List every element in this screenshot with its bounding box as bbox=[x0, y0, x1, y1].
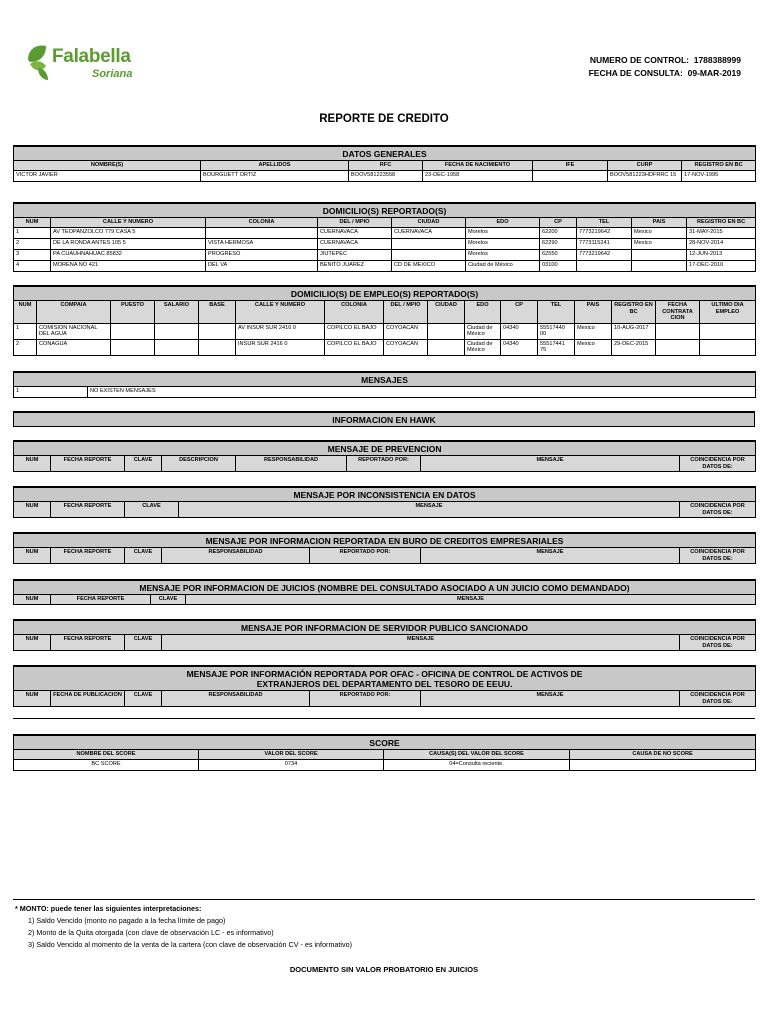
section-title: INFORMACION EN HAWK bbox=[14, 412, 755, 427]
cell: INSUR SUR 2416 0 bbox=[236, 339, 325, 355]
col-header: FECHA REPORTE bbox=[51, 502, 125, 518]
cell: BOOV581223HDFRRC 15 bbox=[608, 170, 682, 181]
col-header: SALARIO bbox=[155, 301, 199, 324]
cell: COYOACAN bbox=[384, 339, 428, 355]
cell: 29-DEC-2015 bbox=[612, 339, 656, 355]
cell bbox=[199, 339, 236, 355]
col-header: NUM bbox=[14, 301, 37, 324]
cell bbox=[392, 238, 466, 249]
cell: 17-DEC-2010 bbox=[687, 260, 756, 271]
table-row bbox=[14, 387, 756, 398]
cell: 10-AUG-2017 bbox=[612, 323, 656, 339]
cell: VICTOR JAVIER bbox=[14, 170, 201, 181]
cell bbox=[392, 249, 466, 260]
cell: Ciudad de México bbox=[466, 260, 540, 271]
col-header: COINCIDENCIA POR DATOS DE: bbox=[680, 548, 756, 564]
cell: Ciudad de México bbox=[465, 323, 501, 339]
cell: Mexico bbox=[575, 339, 612, 355]
cell: 1 bbox=[14, 227, 51, 238]
numero-control-value: 1788388999 bbox=[693, 55, 741, 65]
col-header: MENSAJE bbox=[186, 595, 756, 605]
cell: 2 bbox=[14, 238, 51, 249]
cell: Mexico bbox=[632, 227, 687, 238]
col-header: COINCIDENCIA POR DATOS DE: bbox=[680, 691, 756, 707]
section-title: DOMICILIO(S) REPORTADO(S) bbox=[14, 203, 756, 218]
col-header: CAUSA DE NO SCORE bbox=[570, 750, 756, 760]
empleos-table bbox=[13, 285, 756, 356]
cell bbox=[570, 759, 756, 770]
cell bbox=[700, 339, 756, 355]
section-title: MENSAJE DE PREVENCION bbox=[14, 441, 756, 456]
col-header: CLAVE bbox=[125, 548, 162, 564]
col-header: TEL bbox=[538, 301, 575, 324]
cell bbox=[111, 323, 155, 339]
cell: 55517441 75 bbox=[538, 339, 575, 355]
col-header: VALOR DEL SCORE bbox=[199, 750, 384, 760]
table-row bbox=[14, 759, 756, 770]
section-title: MENSAJES bbox=[14, 372, 756, 387]
col-header: COINCIDENCIA POR DATOS DE: bbox=[680, 456, 756, 472]
cell: AV INSUR SUR 2416 0 bbox=[236, 323, 325, 339]
section-title bbox=[14, 666, 756, 691]
cell: CUERNAVACA bbox=[318, 238, 392, 249]
col-header: NUM bbox=[14, 218, 51, 228]
col-header: REGISTRO EN BC bbox=[612, 301, 656, 324]
cell bbox=[577, 260, 632, 271]
col-header: MENSAJE bbox=[179, 502, 680, 518]
col-header: CAUSA(S) DEL VALOR DEL SCORE bbox=[384, 750, 570, 760]
cell: 23-DEC-1958 bbox=[423, 170, 533, 181]
col-header: DEL / MPIO bbox=[318, 218, 392, 228]
cell: 3 bbox=[14, 249, 51, 260]
col-header: APELLIDOS bbox=[201, 161, 349, 171]
report-title: REPORTE DE CREDITO bbox=[319, 113, 449, 125]
cell: COPILCO EL BAJO bbox=[325, 323, 384, 339]
brand-sub: Soriana bbox=[92, 68, 133, 80]
col-header: REPORTADO POR: bbox=[310, 548, 421, 564]
table-row bbox=[14, 323, 756, 339]
inconsistencia-table bbox=[13, 486, 756, 518]
cell: Ciudad de México bbox=[465, 339, 501, 355]
col-header: NOMBRE DEL SCORE bbox=[14, 750, 199, 760]
cell: Morelos bbox=[466, 238, 540, 249]
col-header: RESPONSABILIDAD bbox=[236, 456, 347, 472]
monto-notes bbox=[15, 903, 352, 951]
prevencion-table bbox=[13, 440, 756, 472]
cell bbox=[632, 249, 687, 260]
table-row bbox=[14, 249, 756, 260]
cell: AV TEOPANZOLCO 779 CASA 5 bbox=[51, 227, 206, 238]
col-header: COINCIDENCIA POR DATOS DE: bbox=[680, 635, 756, 651]
col-header: COINCIDENCIA POR DATOS DE: bbox=[680, 502, 756, 518]
col-header: PUESTO bbox=[111, 301, 155, 324]
cell: 12-JUN-2013 bbox=[687, 249, 756, 260]
col-header: CLAVE bbox=[151, 595, 186, 605]
ofac-title-line2: EXTRANJEROS DEL DEPARTAMENTO DEL TESORO DE EEUU. bbox=[256, 679, 513, 689]
cell: Morelos bbox=[466, 227, 540, 238]
table-row bbox=[14, 339, 756, 355]
cell: PROGRESO bbox=[206, 249, 318, 260]
divider bbox=[13, 718, 755, 719]
cell bbox=[155, 323, 199, 339]
cell: 7773115241 bbox=[577, 238, 632, 249]
note-item: 3) Saldo Vencido al momento de la venta de la cartera (con clave de observación CV - es informativo) bbox=[28, 940, 353, 949]
col-header: BASE bbox=[199, 301, 236, 324]
cell: 7773219642 bbox=[577, 249, 632, 260]
col-header: NUM bbox=[14, 456, 51, 472]
fecha-consulta-label: FECHA DE CONSULTA: bbox=[588, 68, 683, 78]
col-header: CIUDAD bbox=[428, 301, 465, 324]
table-row bbox=[14, 260, 756, 271]
col-header: FECHA CONTRATA CION bbox=[656, 301, 700, 324]
cell: CONAGUA bbox=[37, 339, 111, 355]
col-header: RFC bbox=[349, 161, 423, 171]
col-header: FECHA REPORTE bbox=[51, 456, 125, 472]
cell: BENITO JUAREZ bbox=[318, 260, 392, 271]
cell bbox=[656, 339, 700, 355]
col-header: RESPONSABILIDAD bbox=[162, 691, 310, 707]
col-header: REPORTADO POR: bbox=[347, 456, 421, 472]
col-header: MENSAJE bbox=[162, 635, 680, 651]
control-info bbox=[589, 54, 741, 80]
col-header: COMPAIA bbox=[37, 301, 111, 324]
section-title: MENSAJE POR INFORMACION DE JUICIOS (NOMBRE DEL CONSULTADO ASOCIADO A UN JUICIO COMO DEMANDADO) bbox=[14, 580, 756, 595]
cell bbox=[632, 260, 687, 271]
cell: CUERNAVACA bbox=[318, 227, 392, 238]
cell bbox=[111, 339, 155, 355]
col-header: EDO bbox=[466, 218, 540, 228]
cell bbox=[199, 323, 236, 339]
col-header: PAIS bbox=[575, 301, 612, 324]
cell: CUERNAVACA bbox=[392, 227, 466, 238]
col-header: COLONIA bbox=[206, 218, 318, 228]
section-title: MENSAJE POR INFORMACION REPORTADA EN BURO DE CREDITOS EMPRESARIALES bbox=[14, 533, 756, 548]
cell: 0734 bbox=[199, 759, 384, 770]
col-header: FECHA REPORTE bbox=[51, 548, 125, 564]
col-header: NUM bbox=[14, 635, 51, 651]
col-header: FECHA REPORTE bbox=[51, 595, 151, 605]
cell: DE LA RONDA ANTES 105 5 bbox=[51, 238, 206, 249]
col-header: CLAVE bbox=[125, 456, 162, 472]
col-header: NUM bbox=[14, 691, 51, 707]
col-header: NUM bbox=[14, 595, 51, 605]
col-header: CALLE Y NUMERO bbox=[236, 301, 325, 324]
buro-table bbox=[13, 532, 756, 564]
col-header: NUM bbox=[14, 502, 51, 518]
cell bbox=[206, 227, 318, 238]
col-header: MENSAJE bbox=[421, 548, 680, 564]
col-header: FECHA DE PUBLICACION bbox=[51, 691, 125, 707]
col-header: MENSAJE bbox=[421, 456, 680, 472]
cell: 62290 bbox=[540, 238, 577, 249]
fecha-consulta-value: 09-MAR-2019 bbox=[687, 68, 741, 78]
col-header: MENSAJE bbox=[421, 691, 680, 707]
col-header: REGISTRO EN BC bbox=[687, 218, 756, 228]
mensajes-table bbox=[13, 371, 756, 398]
cell: 28-NOV-2014 bbox=[687, 238, 756, 249]
cell bbox=[155, 339, 199, 355]
cell: 1 bbox=[14, 387, 88, 398]
cell: 03100 bbox=[540, 260, 577, 271]
numero-control-label: NUMERO DE CONTROL: bbox=[589, 55, 689, 65]
section-title: SCORE bbox=[14, 735, 756, 750]
cell: 1 bbox=[14, 323, 37, 339]
section-title: DATOS GENERALES bbox=[14, 146, 756, 161]
col-header: CLAVE bbox=[125, 635, 162, 651]
cell: PA CUAUHNAHUAC 85832 bbox=[51, 249, 206, 260]
section-title: MENSAJE POR INCONSISTENCIA EN DATOS bbox=[14, 487, 756, 502]
table-row bbox=[14, 170, 756, 181]
datos-generales-table bbox=[13, 145, 756, 182]
juicios-table bbox=[13, 579, 756, 605]
col-header: REGISTRO EN BC bbox=[682, 161, 756, 171]
cell: MORENA NO 421 bbox=[51, 260, 206, 271]
col-header: CLAVE bbox=[125, 691, 162, 707]
domicilios-table bbox=[13, 202, 756, 272]
col-header: IFE bbox=[533, 161, 608, 171]
col-header: CLAVE bbox=[125, 502, 179, 518]
cell bbox=[533, 170, 608, 181]
cell bbox=[428, 323, 465, 339]
cell: 31-MAY-2015 bbox=[687, 227, 756, 238]
cell: Morelos bbox=[466, 249, 540, 260]
col-header: NOMBRE(S) bbox=[14, 161, 201, 171]
section-title: MENSAJE POR INFORMACION DE SERVIDOR PUBLICO SANCIONADO bbox=[14, 620, 756, 635]
cell: 04340 bbox=[501, 339, 538, 355]
col-header: ULTIMO DIA EMPLEO bbox=[700, 301, 756, 324]
cell: 55517440 00 bbox=[538, 323, 575, 339]
cell: BOOV581223558 bbox=[349, 170, 423, 181]
cell bbox=[656, 323, 700, 339]
cell bbox=[428, 339, 465, 355]
table-row bbox=[14, 238, 756, 249]
cell: 17-NOV-1995 bbox=[682, 170, 756, 181]
col-header: FECHA DE NACIMIENTO bbox=[423, 161, 533, 171]
cell: COYOACAN bbox=[384, 323, 428, 339]
section-title: DOMICILIO(S) DE EMPLEO(S) REPORTADO(S) bbox=[14, 286, 756, 301]
cell bbox=[700, 323, 756, 339]
cell: Mexico bbox=[632, 238, 687, 249]
score-table bbox=[13, 734, 756, 771]
col-header: CURP bbox=[608, 161, 682, 171]
col-header: CP bbox=[540, 218, 577, 228]
col-header: EDO bbox=[465, 301, 501, 324]
cell: NO EXISTEN MENSAJES bbox=[88, 387, 756, 398]
col-header: PAIS bbox=[632, 218, 687, 228]
note-item: 1) Saldo Vencido (monto no pagado a la fecha límite de pago) bbox=[28, 916, 226, 925]
divider bbox=[13, 899, 755, 900]
ofac-title-line1: MENSAJE POR INFORMACIÓN REPORTADA POR OFAC - OFICINA DE CONTROL DE ACTIVOS DE bbox=[186, 669, 583, 679]
col-header: NUM bbox=[14, 548, 51, 564]
hawk-table bbox=[13, 411, 755, 427]
cell: 2 bbox=[14, 339, 37, 355]
col-header: REPORTADO POR: bbox=[310, 691, 421, 707]
note-item: 2) Monto de la Quita otorgada (con clave de observación LC - es informativo) bbox=[28, 928, 274, 937]
cell: CD DE MEXICO bbox=[392, 260, 466, 271]
col-header: CP bbox=[501, 301, 538, 324]
cell: 04=Consulta reciente. bbox=[384, 759, 570, 770]
col-header: DEL / MPIO bbox=[384, 301, 428, 324]
cell: 04340 bbox=[501, 323, 538, 339]
cell: COPILCO EL BAJO bbox=[325, 339, 384, 355]
col-header: COLONIA bbox=[325, 301, 384, 324]
col-header: RESPONSABILIDAD bbox=[162, 548, 310, 564]
cell: BOURGUETT ORTIZ bbox=[201, 170, 349, 181]
cell: 7773219642 bbox=[577, 227, 632, 238]
cell: VISTA HERMOSA bbox=[206, 238, 318, 249]
col-header: CIUDAD bbox=[392, 218, 466, 228]
cell: JIUTEPEC bbox=[318, 249, 392, 260]
col-header: CALLE Y NUMERO bbox=[51, 218, 206, 228]
cell: BC SCORE bbox=[14, 759, 199, 770]
cell: Mexico bbox=[575, 323, 612, 339]
footer-disclaimer: DOCUMENTO SIN VALOR PROBATORIO EN JUICIOS bbox=[289, 965, 479, 974]
cell: DEL VA bbox=[206, 260, 318, 271]
brand-name: Falabella bbox=[52, 46, 131, 67]
notes-heading: * MONTO: puede tener las siguientes interpretaciones: bbox=[15, 904, 202, 913]
cell: 62200 bbox=[540, 227, 577, 238]
table-row bbox=[14, 227, 756, 238]
col-header: FECHA REPORTE bbox=[51, 635, 125, 651]
cell: COMISION NACIONAL DEL AGUA bbox=[37, 323, 111, 339]
cell: 4 bbox=[14, 260, 51, 271]
servidor-table bbox=[13, 619, 756, 651]
col-header: DESCRIPCION bbox=[162, 456, 236, 472]
col-header: TEL bbox=[577, 218, 632, 228]
ofac-table bbox=[13, 665, 756, 707]
cell: 62550 bbox=[540, 249, 577, 260]
